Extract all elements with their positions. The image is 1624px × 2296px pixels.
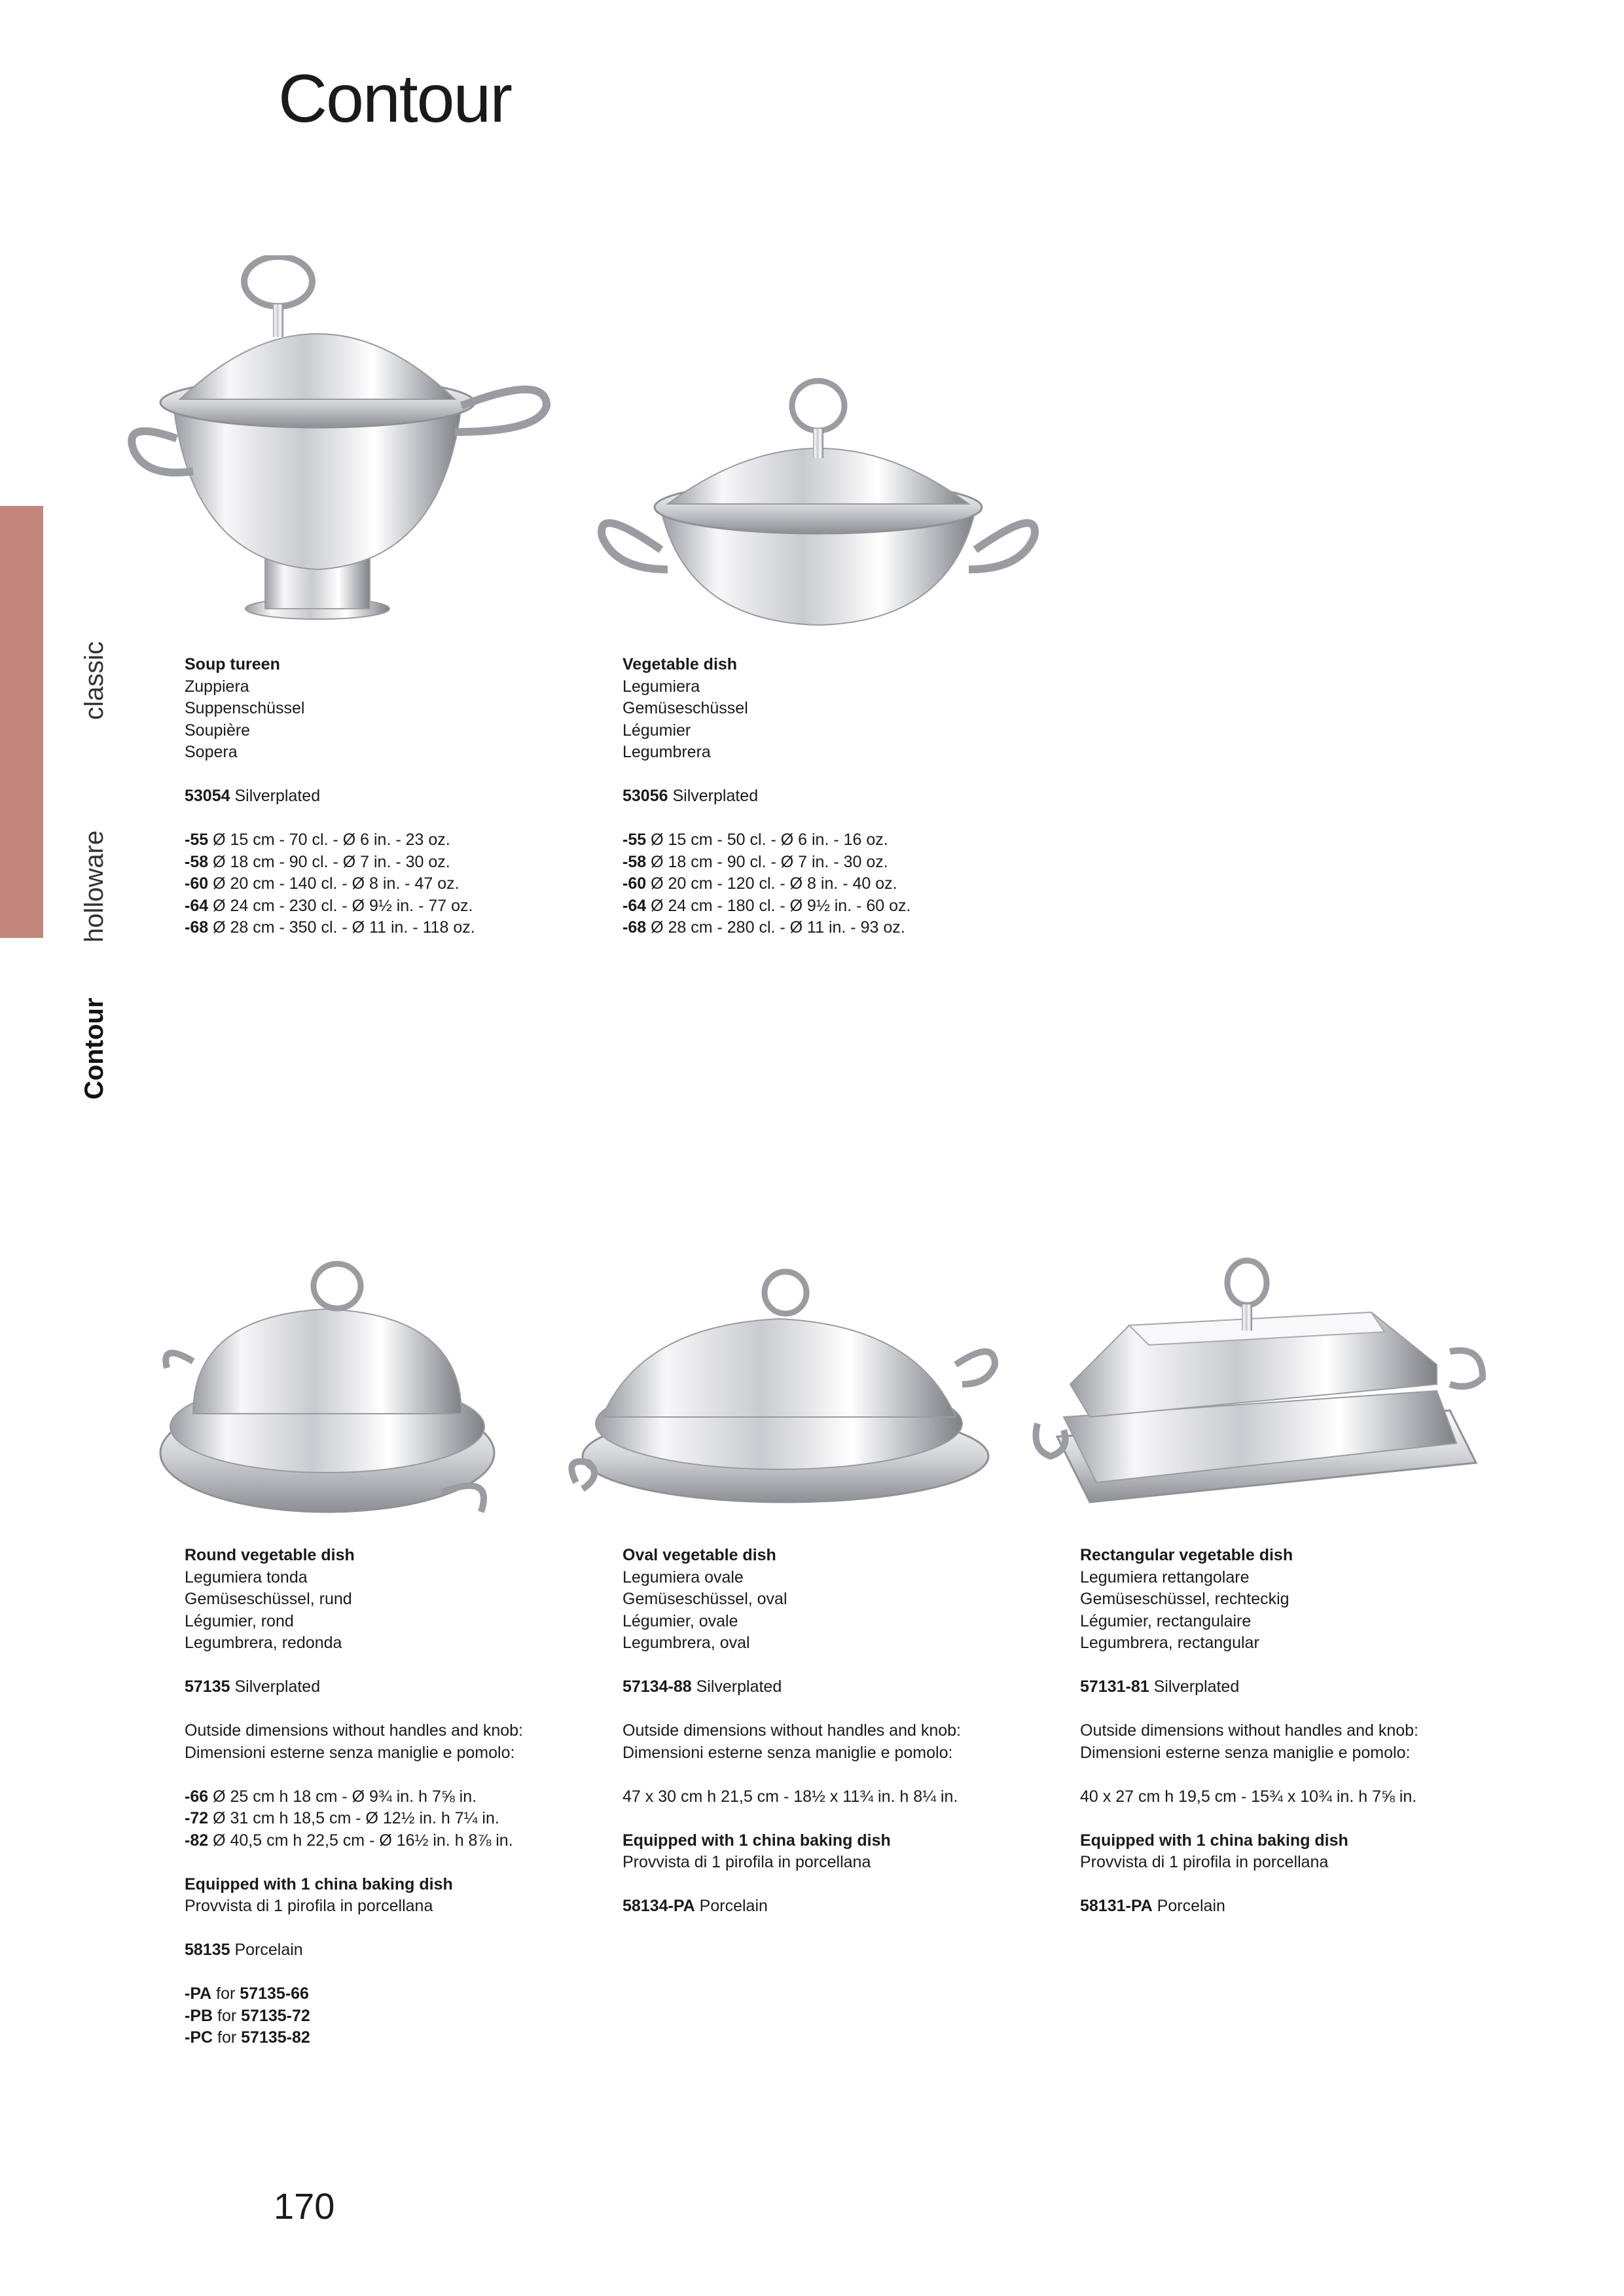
- vegetable-dish-image: [596, 373, 1041, 635]
- translation-fr: Légumier, ovale: [623, 1611, 738, 1630]
- size-row: -72 Ø 31 cm h 18,5 cm - Ø 12½ in. h 7¼ in.: [185, 1809, 499, 1827]
- round-vegetable-dish-photo: [154, 1257, 507, 1525]
- article-finish: Silverplated: [234, 1677, 321, 1696]
- article-code: 57131-81: [1080, 1677, 1149, 1696]
- size-row: -68 Ø 28 cm - 350 cl. - Ø 11 in. - 118 oz.: [185, 918, 475, 937]
- translation-fr: Soupière: [185, 721, 251, 740]
- translation-de: Gemüseschüssel, rund: [185, 1590, 352, 1608]
- dims-note-en: Outside dimensions without handles and knob:: [185, 1721, 523, 1740]
- equipped-en: Equipped with 1 china baking dish: [1080, 1831, 1348, 1850]
- vegetable-dish-photo: [596, 373, 1041, 635]
- translation-fr: Légumier: [623, 721, 691, 740]
- article-line: [185, 1676, 523, 1698]
- translation-de: Gemüseschüssel, oval: [623, 1590, 787, 1608]
- variant-row: -PA for 57135-66: [185, 1984, 309, 2003]
- section-side-labels: [72, 628, 118, 1100]
- rectangular-vegetable-dish-image: [1031, 1253, 1489, 1528]
- page-number: 170: [274, 2185, 335, 2227]
- porcelain-line: 58131-PA Porcelain: [1080, 1897, 1225, 1915]
- size-row: -58 Ø 18 cm - 90 cl. - Ø 7 in. - 30 oz.: [185, 852, 450, 871]
- article-code: 53056: [623, 787, 668, 805]
- size-row: -55 Ø 15 cm - 50 cl. - Ø 6 in. - 16 oz.: [623, 831, 888, 849]
- size-row: -68 Ø 28 cm - 280 cl. - Ø 11 in. - 93 oz.: [623, 918, 905, 937]
- product-oval-vegetable-dish: [623, 1545, 961, 1918]
- size-row: -60 Ø 20 cm - 120 cl. - Ø 8 in. - 40 oz.: [623, 874, 897, 893]
- equipped-it: Provvista di 1 pirofila in porcellana: [185, 1897, 433, 1915]
- article-finish: Silverplated: [696, 1677, 782, 1696]
- article-finish: Silverplated: [1153, 1677, 1240, 1696]
- translation-fr: Légumier, rectangulaire: [1080, 1611, 1252, 1630]
- porcelain-line: 58134-PA Porcelain: [623, 1897, 768, 1915]
- oval-vegetable-dish-image: [563, 1266, 1008, 1515]
- translation-es: Sopera: [185, 743, 238, 761]
- porcelain-line: 58135 Porcelain: [185, 1941, 303, 1959]
- translation-it: Legumiera ovale: [623, 1568, 744, 1587]
- equipped-it: Provvista di 1 pirofila in porcellana: [623, 1853, 871, 1871]
- translation-it: Legumiera: [623, 677, 700, 696]
- dims-note-it: Dimensioni esterne senza maniglie e pomolo:: [623, 1743, 953, 1762]
- side-label-holloware: holloware: [80, 830, 109, 942]
- article-code: 57135: [185, 1677, 230, 1696]
- translation-it: Zuppiera: [185, 677, 249, 696]
- translation-fr: Légumier, rond: [185, 1611, 294, 1630]
- product-name: Vegetable dish: [623, 655, 738, 673]
- side-label-classic: classic: [80, 641, 109, 720]
- rectangular-vegetable-dish-photo: [1031, 1253, 1489, 1528]
- side-label-contour: Contour: [80, 997, 109, 1100]
- size-row: -82 Ø 40,5 cm h 22,5 cm - Ø 16½ in. h 8⅞ in.: [185, 1831, 513, 1850]
- translation-es: Legumbrera, rectangular: [1080, 1634, 1259, 1652]
- size-row: -64 Ø 24 cm - 230 cl. - Ø 9½ in. - 77 oz.: [185, 896, 473, 915]
- product-round-vegetable-dish: [185, 1545, 523, 2049]
- size-row: -58 Ø 18 cm - 90 cl. - Ø 7 in. - 30 oz.: [623, 852, 888, 871]
- equipped-en: Equipped with 1 china baking dish: [623, 1831, 891, 1850]
- translation-it: Legumiera rettangolare: [1080, 1568, 1250, 1587]
- equipped-it: Provvista di 1 pirofila in porcellana: [1080, 1853, 1329, 1871]
- article-line: [623, 1676, 961, 1698]
- round-vegetable-dish-image: [154, 1257, 507, 1525]
- variant-row: -PC for 57135-82: [185, 2028, 310, 2047]
- size-row: -64 Ø 24 cm - 180 cl. - Ø 9½ in. - 60 oz.: [623, 896, 911, 915]
- translation-de: Gemüseschüssel: [623, 699, 748, 717]
- article-code: 57134-88: [623, 1677, 692, 1696]
- product-vegetable-dish: [623, 654, 911, 939]
- soup-tureen-image: [121, 255, 560, 622]
- dims-note-en: Outside dimensions without handles and knob:: [1080, 1721, 1418, 1740]
- translation-es: Legumbrera, oval: [623, 1634, 750, 1652]
- product-name: Oval vegetable dish: [623, 1546, 776, 1564]
- dims-note-it: Dimensioni esterne senza maniglie e pomolo:: [1080, 1743, 1411, 1762]
- dims-note-en: Outside dimensions without handles and knob:: [623, 1721, 961, 1740]
- article-finish: Silverplated: [672, 787, 759, 805]
- page-title: Contour: [278, 61, 511, 137]
- equipped-en: Equipped with 1 china baking dish: [185, 1874, 453, 1893]
- translation-de: Gemüseschüssel, rechteckig: [1080, 1590, 1290, 1608]
- translation-es: Legumbrera, redonda: [185, 1634, 342, 1652]
- dimensions: 47 x 30 cm h 21,5 cm - 18½ x 11¾ in. h 8¼ in.: [623, 1787, 958, 1806]
- dimensions: 40 x 27 cm h 19,5 cm - 15¾ x 10¾ in. h 7⅝ in.: [1080, 1787, 1417, 1806]
- product-soup-tureen: [185, 654, 475, 939]
- dims-note-it: Dimensioni esterne senza maniglie e pomolo:: [185, 1743, 515, 1762]
- section-color-band: [0, 506, 43, 938]
- article-line: [1080, 1676, 1418, 1698]
- translation-es: Legumbrera: [623, 743, 711, 761]
- variant-row: -PB for 57135-72: [185, 2006, 310, 2025]
- size-row: -60 Ø 20 cm - 140 cl. - Ø 8 in. - 47 oz.: [185, 874, 460, 893]
- translation-it: Legumiera tonda: [185, 1568, 308, 1587]
- product-name: Soup tureen: [185, 655, 280, 673]
- size-row: -66 Ø 25 cm h 18 cm - Ø 9¾ in. h 7⅝ in.: [185, 1787, 477, 1806]
- product-name: Rectangular vegetable dish: [1080, 1546, 1293, 1564]
- oval-vegetable-dish-photo: [563, 1266, 1008, 1515]
- product-name: Round vegetable dish: [185, 1546, 355, 1564]
- translation-de: Suppenschüssel: [185, 699, 305, 717]
- soup-tureen-photo: [121, 255, 560, 622]
- size-row: -55 Ø 15 cm - 70 cl. - Ø 6 in. - 23 oz.: [185, 831, 450, 849]
- product-rectangular-vegetable-dish: [1080, 1545, 1418, 1918]
- article-line: [623, 785, 911, 808]
- article-line: [185, 785, 475, 808]
- article-code: 53054: [185, 787, 230, 805]
- article-finish: Silverplated: [234, 787, 321, 805]
